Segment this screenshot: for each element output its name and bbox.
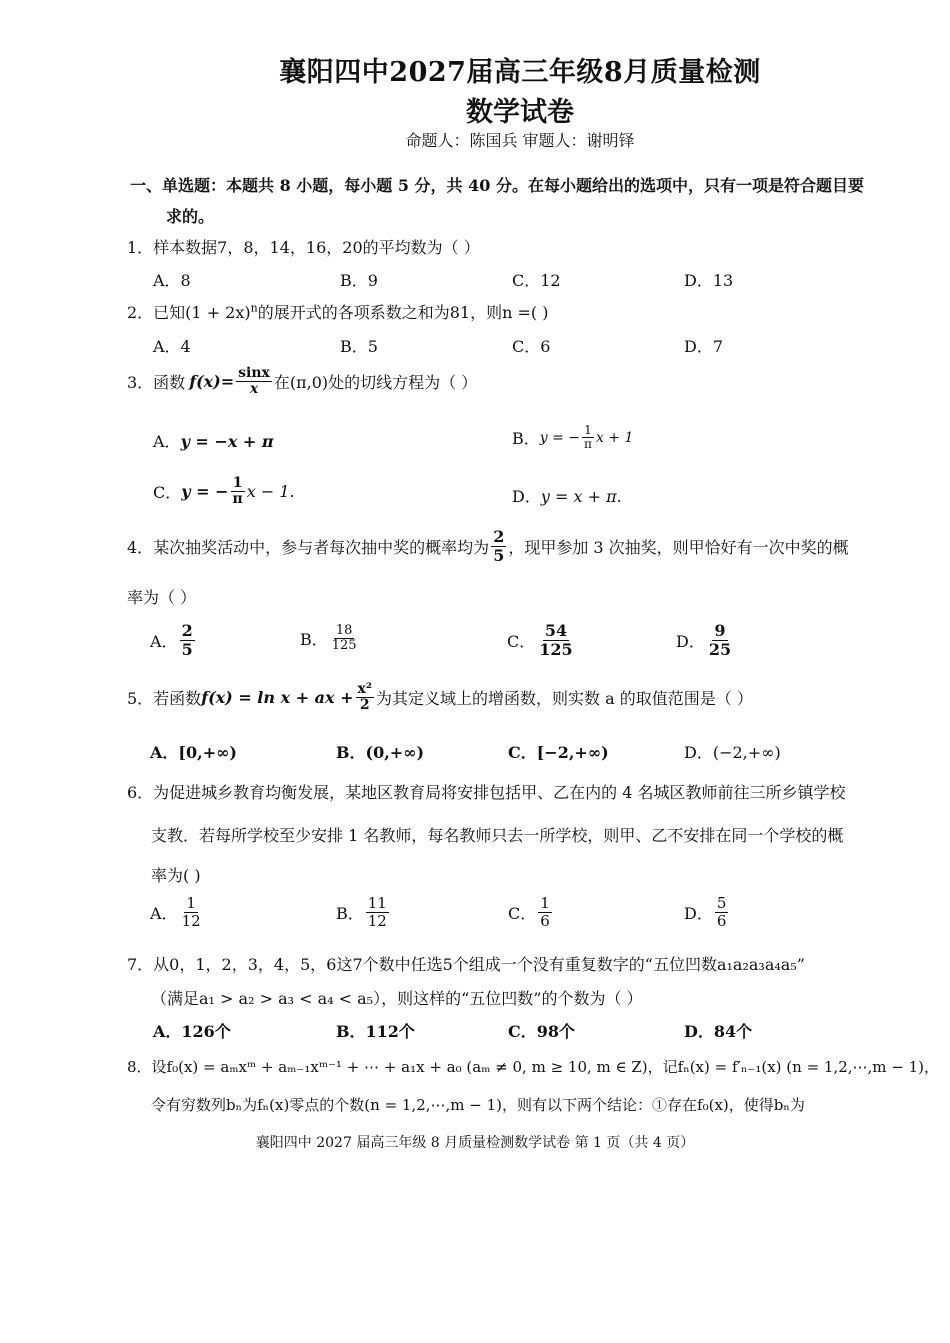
q3-option-b-post: x + 1 [595,429,634,446]
exam-authors: 命题人：陈国兵 审题人：谢明铎 [405,131,635,150]
q4-option-c-den: 125 [539,639,573,659]
q1-option-c: C．12 [512,271,561,290]
q3-option-b-pre: y = − [539,429,581,446]
q1-option-a: A．8 [153,271,191,290]
q3-stem-post: 在(π,0)处的切线方程为（ ） [273,373,478,393]
q6-option-d-den: 6 [716,911,727,930]
q4-option-b [300,624,361,654]
question-6-line3: 率为( ) [151,866,201,885]
q4-option-b-label: B． [300,630,328,650]
question-7-line1: 7．从0，1，2，3，4，5，6这7个数中任选5个组成一个没有重复数字的“五位凹数a₁a₂a₃a₄a₅” [127,955,805,974]
q5-stem-post: 为其定义域上的增函数，则实数 a 的取值范围是（ ） [376,689,753,709]
q3-option-a-label: A． [153,432,181,451]
q2-option-d: D．7 [684,337,724,356]
q5-option-c: C．[−2,+∞) [508,743,609,762]
q7-option-a: A．126个 [153,1022,231,1041]
q6-option-d-frac [715,895,729,929]
q4-stem-pre: 4．某次抽奖活动中，参与者每次抽中奖的概率均为 [127,537,490,557]
q4-option-c-label: C． [507,631,536,651]
q4-fraction [491,528,506,564]
q4-option-d-num: 9 [714,621,726,640]
q5-stem-pre: 5．若函数 [127,689,202,709]
q4-frac-num: 2 [493,527,505,546]
section-heading-line1: 一、单选题：本题共 8 小题，每小题 5 分，共 40 分。在每小题给出的选项中，只有一项是符合题目要 [130,176,864,195]
q4-option-d-frac [707,622,733,658]
question-5-stem [127,682,753,714]
q4-option-b-frac [330,624,359,654]
question-4-stem [127,528,849,564]
q4-stem-line2: 率为（ ） [127,588,197,607]
q3-option-b [512,424,633,451]
q7-option-c: C．98个 [508,1022,576,1041]
q4-option-a [150,622,197,658]
q4-option-a-num: 2 [181,621,193,640]
q3-stem-pre: 3．函数 [127,373,186,393]
q3-option-b-den: π [584,437,592,452]
q5-option-b: B．(0,+∞) [336,743,425,762]
q4-option-b-den: 125 [331,638,357,654]
q6-option-c-label: C． [508,903,537,923]
q4-option-d-den: 25 [708,639,732,659]
q1-option-d: D．13 [684,271,734,290]
question-2-stem [127,300,548,323]
q3-option-c-frac [231,476,245,508]
q4-option-d [676,622,735,658]
q6-option-a-den: 12 [181,911,201,930]
question-6-line2: 支教．若每所学校至少安排 1 名教师，每名教师只去一所学校，则甲、乙不安排在同一个学校的概 [151,826,844,845]
q6-option-b-label: B． [336,903,364,923]
q3-option-b-label: B． [512,429,540,449]
q4-stem-post: ，现甲参加 3 次抽奖，则甲恰好有一次中奖的概 [508,537,849,557]
q3-option-c-den: π [232,491,243,508]
q4-option-c-frac [537,622,574,658]
q6-option-c-den: 6 [540,911,550,930]
q5-frac-den: 2 [359,697,370,714]
q4-option-b-num: 18 [335,623,353,638]
q6-option-b-den: 12 [367,911,387,930]
page-footer: 襄阳四中 2027 届高三年级 8 月质量检测数学试卷 第 1 页（共 4 页） [255,1135,695,1151]
q3-frac-num: sinx [238,365,270,381]
q2-stem-sup: n [250,301,258,315]
q3-option-c [153,476,295,508]
q3-option-c-num: 1 [232,475,243,491]
q6-option-a-frac [180,895,203,929]
q6-option-c [508,895,554,929]
question-1-stem: 1．样本数据7，8，14，16，20的平均数为（ ） [127,238,480,257]
q4-option-c [507,622,577,658]
q5-option-a: A．[0,+∞) [150,743,237,762]
q5-frac-num: x² [357,681,373,697]
q3-option-d [512,484,622,507]
q4-option-c-num: 54 [544,621,568,640]
q3-option-c-post: x − 1. [246,482,295,502]
q7-option-b: B．112个 [336,1022,415,1041]
q3-option-c-label: C． [153,483,182,503]
q3-option-d-label: D． [512,487,541,506]
q4-option-a-frac [180,622,195,658]
q5-fraction [356,682,374,714]
q6-option-a [150,895,205,929]
q1-option-b: B．9 [340,271,378,290]
question-6-line1: 6．为促进城乡教育均衡发展，某地区教育局将安排包括甲、乙在内的 4 名城区教师前往三所乡镇学校 [127,783,846,802]
q6-option-a-num: 1 [186,894,196,912]
exam-title: 襄阳四中2027届高三年级8月质量检测 [279,57,761,88]
q5-function: f(x) = ln x + ax + [201,688,354,708]
q2-option-b: B．5 [340,337,378,356]
q3-option-a-math: y = −x + π [180,432,274,451]
q6-option-a-label: A． [150,903,178,923]
q6-option-d [684,895,730,929]
q5-option-d: D．(−2,+∞) [684,743,781,762]
section-heading-line2: 求的。 [166,207,215,226]
q6-option-b-num: 11 [367,894,387,912]
q2-stem-pre: 2．已知(1 + 2x) [127,303,251,322]
q3-frac-den: x [249,381,259,398]
q3-option-b-frac [582,424,594,451]
q2-option-c: C．6 [512,337,551,356]
q6-option-c-num: 1 [540,894,550,912]
q6-option-d-label: D． [684,903,713,923]
q7-option-d: D．84个 [684,1022,753,1041]
q4-frac-den: 5 [493,545,505,565]
question-3-stem [127,366,477,398]
q3-option-a [153,429,274,452]
q2-stem-post: 的展开式的各项系数之和为81，则n =( ) [257,303,549,322]
q3-option-d-math: y = x + π. [540,487,622,506]
q4-option-a-den: 5 [181,639,193,659]
q3-fraction [236,366,272,398]
q2-option-a: A．4 [153,337,191,356]
q3-option-c-pre: y = − [181,482,229,502]
question-7-line2: （满足a₁ > a₂ > a₃ < a₄ < a₅），则这样的“五位凹数”的个数为（ ） [151,989,643,1008]
q3-option-b-num: 1 [584,423,592,437]
q6-option-d-num: 5 [716,894,727,912]
q4-option-a-label: A． [150,631,178,651]
q6-option-c-frac [538,895,552,929]
exam-subtitle: 数学试卷 [466,97,574,128]
q6-option-b [336,895,391,929]
question-8-line1: 8．设f₀(x) = aₘxᵐ + aₘ₋₁xᵐ⁻¹ + ⋯ + a₁x + a₀ (aₘ ≠ 0, m ≥ 10, m ∈ Z)，记fₙ(x) = f′ₙ₋₁(x) (n = 1,2,⋯,m − 1)， [127,1058,940,1076]
q6-option-b-frac [366,895,389,929]
question-8-line2: 令有穷数列bₙ为fₙ(x)零点的个数(n = 1,2,⋯,m − 1)，则有以下两个结论：①存在f₀(x)，使得bₙ为 [151,1096,805,1114]
q4-option-d-label: D． [676,631,705,651]
q3-function: f(x)= [189,372,235,392]
